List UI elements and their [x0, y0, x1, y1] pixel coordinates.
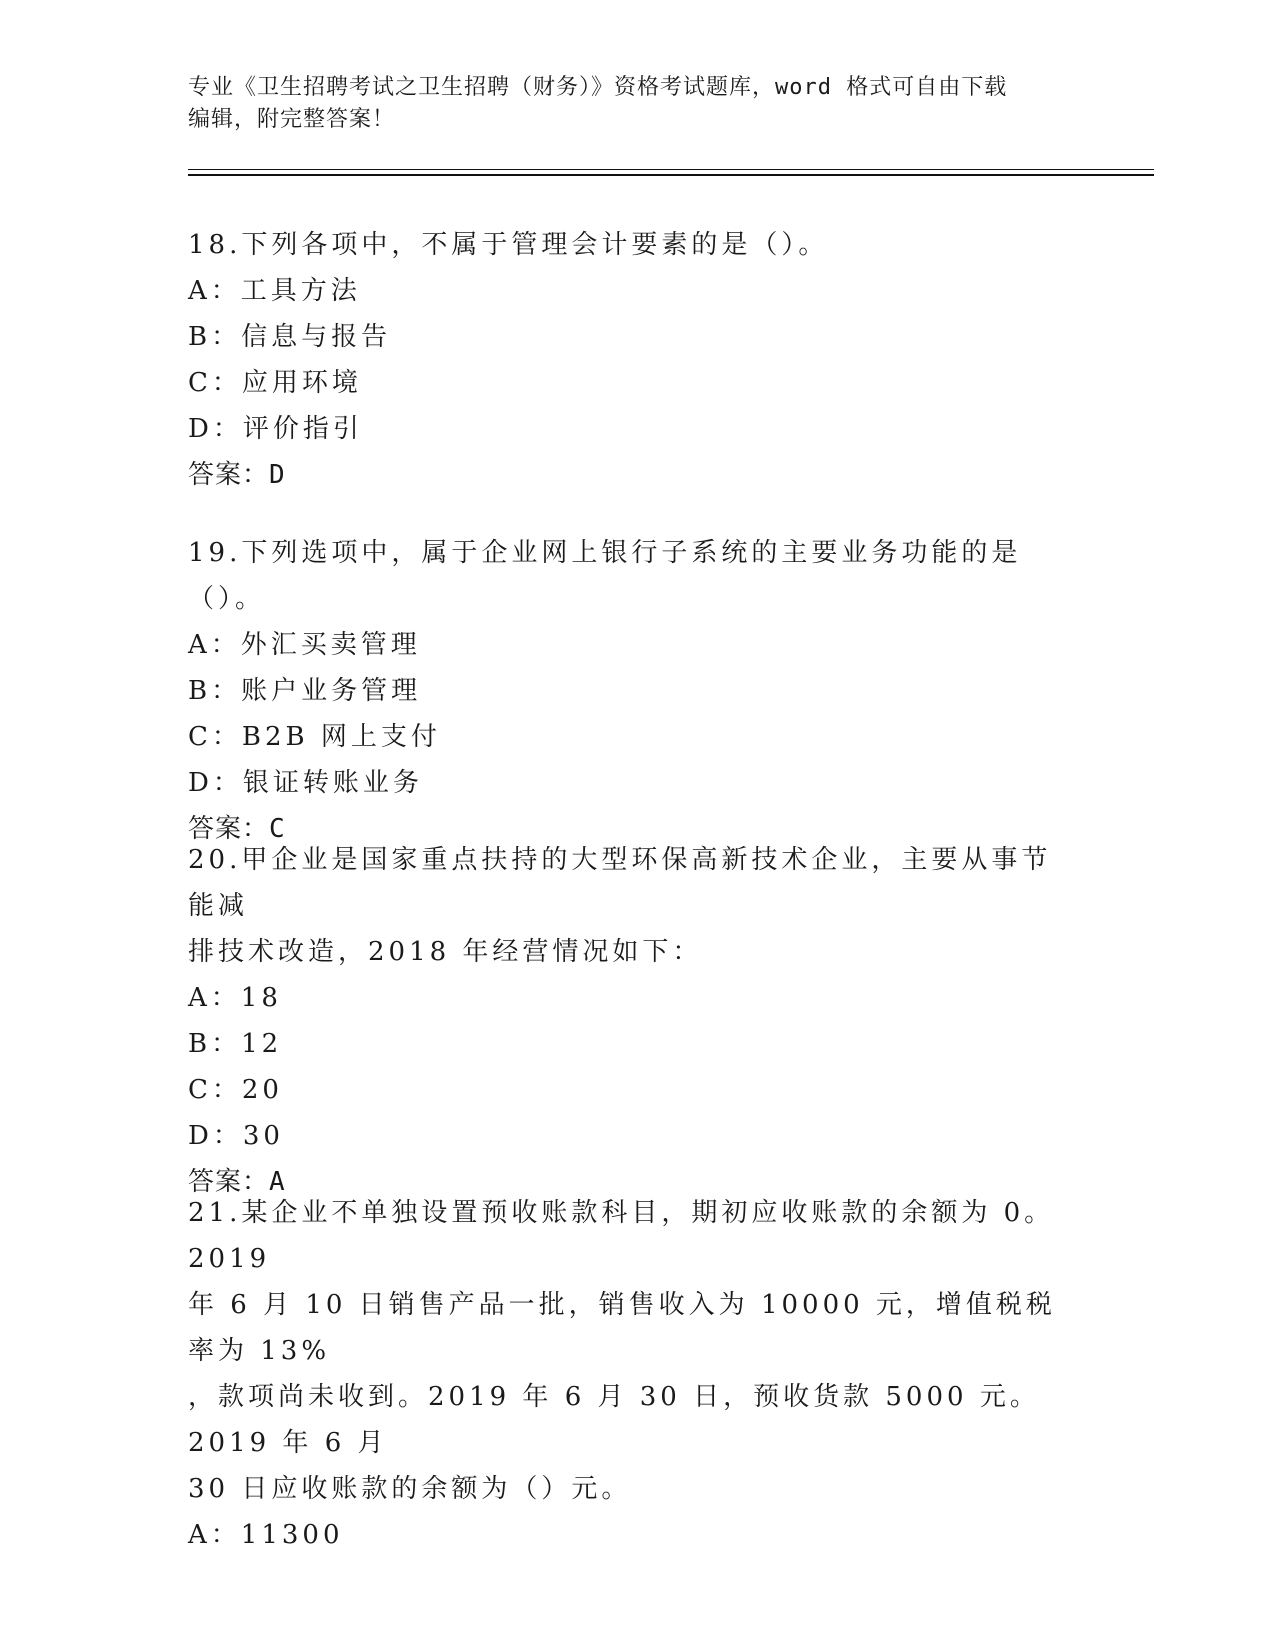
option-c: C：应用环境 — [188, 368, 362, 398]
option-d: D：银证转账业务 — [188, 768, 423, 798]
option-c: C：B2B 网上支付 — [188, 722, 441, 752]
option-d: D：评价指引 — [188, 414, 363, 444]
header-divider-thick — [188, 174, 1154, 176]
option-b: B：12 — [188, 1029, 283, 1059]
option-b: B：信息与报告 — [188, 322, 392, 352]
question-21 — [188, 1190, 1078, 1558]
answer: 答案：A — [188, 1167, 286, 1197]
question-18 — [188, 222, 1078, 498]
answer: 答案：D — [188, 460, 286, 490]
option-a: A：工具方法 — [188, 276, 361, 306]
question-stem-line-2: 排技术改造，2018 年经营情况如下： — [188, 937, 703, 967]
question-20 — [188, 837, 1078, 1205]
question-stem-line-3: ，款项尚未收到。2019 年 6 月 30 日，预收货款 5000 元。2019 年 6 月 — [188, 1382, 1040, 1458]
option-b: B：账户业务管理 — [188, 676, 422, 706]
question-stem-line-1: 21.某企业不单独设置预收账款科目，期初应收账款的余额为 0。2019 — [188, 1198, 1055, 1274]
question-stem-line-2: 年 6 月 10 日销售产品一批，销售收入为 10000 元，增值税税率为 13% — [188, 1290, 1056, 1366]
document-header — [188, 72, 1088, 136]
header-line-1: 专业《卫生招聘考试之卫生招聘（财务）》资格考试题库，word 格式可自由下载 — [188, 75, 1008, 100]
option-a: A：11300 — [188, 1520, 344, 1550]
answer: 答案：C — [188, 814, 286, 844]
question-stem-line-4: 30 日应收账款的余额为（）元。 — [188, 1474, 632, 1504]
question-stem: 18.下列各项中，不属于管理会计要素的是（）。 — [188, 230, 829, 260]
header-line-2: 编辑，附完整答案！ — [188, 107, 396, 132]
option-d: D：30 — [188, 1121, 284, 1151]
option-a: A：18 — [188, 983, 282, 1013]
header-divider-thin — [188, 169, 1154, 170]
question-19 — [188, 530, 1078, 852]
option-a: A：外汇买卖管理 — [188, 630, 421, 660]
option-c: C：20 — [188, 1075, 283, 1105]
question-stem: 19.下列选项中，属于企业网上银行子系统的主要业务功能的是（）。 — [188, 538, 1022, 614]
question-stem-line-1: 20.甲企业是国家重点扶持的大型环保高新技术企业，主要从事节能减 — [188, 845, 1052, 921]
